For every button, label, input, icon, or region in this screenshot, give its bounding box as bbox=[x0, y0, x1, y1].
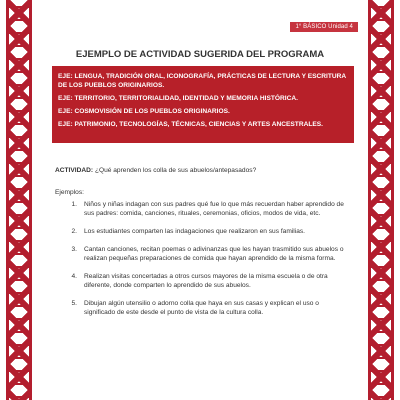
eje-item: EJE: LENGUA, TRADICIÓN ORAL, ICONOGRAFÍA, PRÁCTICAS DE LECTURA Y ESCRITURA DE LOS PUEBLOS ORIGINARIOS. bbox=[58, 73, 346, 89]
examples-label: Ejemplos: bbox=[55, 189, 84, 196]
item-text: Los estudiantes comparten las indagaciones que realizaron en sus familias. bbox=[84, 228, 306, 235]
ejes-box bbox=[52, 66, 354, 143]
list-item bbox=[55, 272, 351, 290]
list-item bbox=[55, 245, 351, 263]
item-number: 1. bbox=[71, 201, 77, 208]
item-text: Niños y niñas indagan con sus padres qué fue lo que más recuerdan haber aprendido de sus padres: comida, canciones, rituales, ceremonias, oficios, modos de vida, etc. bbox=[84, 201, 344, 217]
page-title: EJEMPLO DE ACTIVIDAD SUGERIDA DEL PROGRAMA bbox=[75, 49, 325, 60]
examples-list bbox=[55, 200, 351, 317]
activity-heading bbox=[55, 166, 351, 175]
list-item bbox=[55, 227, 351, 236]
grade-unit-badge: 1° BÁSICO Unidad 4 bbox=[290, 22, 358, 32]
list-item bbox=[55, 200, 351, 218]
item-text: Cantan canciones, recitan poemas o adivinanzas que les hayan trasmitido sus abuelos o realizan pequeñas preparaciones de comida que hayan aprendido de la misma forma. bbox=[84, 246, 344, 262]
activity-content bbox=[55, 166, 351, 326]
item-number: 2. bbox=[71, 228, 77, 235]
item-number: 5. bbox=[71, 300, 77, 307]
item-number: 3. bbox=[71, 246, 77, 253]
decorative-border-right bbox=[368, 0, 394, 400]
eje-item: EJE: PATRIMONIO, TECNOLOGÍAS, TÉCNICAS, CIENCIAS Y ARTES ANCESTRALES. bbox=[58, 121, 323, 128]
activity-label: ACTIVIDAD: bbox=[55, 167, 94, 174]
eje-item: EJE: TERRITORIO, TERRITORIALIDAD, IDENTIDAD Y MEMORIA HISTÓRICA. bbox=[58, 95, 298, 102]
eje-item: EJE: COSMOVISIÓN DE LOS PUEBLOS ORIGINARIOS. bbox=[58, 108, 230, 115]
activity-question: ¿Qué aprenden los colla de sus abuelos/antepasados? bbox=[93, 167, 257, 174]
item-text: Dibujan algún utensilio o adorno colla que haya en sus casas y explican el uso o significado de este desde el punto de vista de la cultura colla. bbox=[84, 300, 319, 316]
item-number: 4. bbox=[71, 273, 77, 280]
decorative-border-left bbox=[6, 0, 32, 400]
item-text: Realizan visitas concertadas a otros cursos mayores de la misma escuela o de otra diferente, donde comparten lo aprendido de sus abuelos. bbox=[84, 273, 328, 289]
list-item bbox=[55, 299, 351, 317]
